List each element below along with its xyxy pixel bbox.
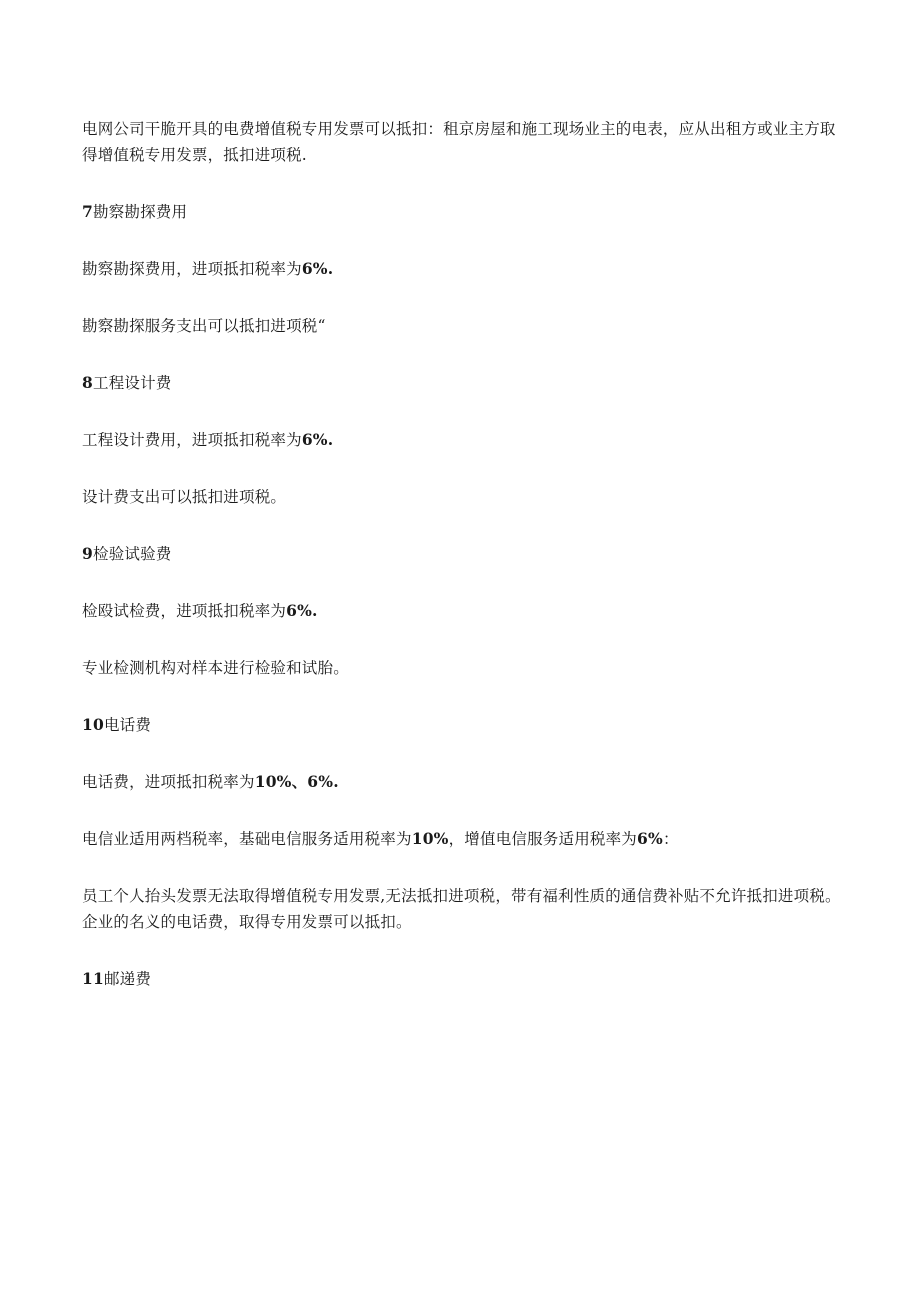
section-number: 8 <box>82 373 93 392</box>
section-heading-10 <box>82 712 842 738</box>
paragraph-rate-10 <box>82 769 842 795</box>
rate-value: 6%. <box>301 259 334 278</box>
paragraph-note-7: 勘察勘探服务支出可以抵扣进项税“ <box>82 317 326 335</box>
paragraph-rate-8 <box>82 427 842 453</box>
section-number: 10 <box>82 715 104 734</box>
section-number: 9 <box>82 544 93 563</box>
paragraph-note-9: 专业检测机构对样本进行检验和试胎。 <box>82 659 349 677</box>
section-title: 检验试验费 <box>93 545 172 563</box>
section-number: 11 <box>82 969 104 988</box>
document-body <box>82 116 842 1023</box>
note-text: 电信业适用两档税率，基础电信服务适用税率为 <box>82 830 412 848</box>
section-heading-7 <box>82 199 842 225</box>
rate-text: 勘察勘探费用，进项抵扣税率为 <box>82 260 302 278</box>
paragraph-electricity-invoice: 电网公司干脆开具的电费增值税专用发票可以抵扣：租京房屋和施工现场业主的电表，应从出租方或业主方取得增值税专用发票，抵扣进项税. <box>82 120 836 164</box>
paragraph-rate-9 <box>82 598 842 624</box>
rate-value: 10%、6%. <box>254 772 339 791</box>
rate-text: 检殴试检费，进项抵扣税率为 <box>82 602 287 620</box>
note-text: ，增值电信服务适用税率为 <box>448 830 638 848</box>
section-title: 勘察勘探费用 <box>93 203 188 221</box>
rate-text: 电话费，进项抵扣税率为 <box>82 773 255 791</box>
rate-value: 10% <box>411 829 449 848</box>
rate-value: 6% <box>637 829 663 848</box>
section-title: 工程设计费 <box>93 374 172 392</box>
section-heading-9 <box>82 541 842 567</box>
section-heading-8 <box>82 370 842 396</box>
section-number: 7 <box>82 202 93 221</box>
section-heading-11 <box>82 966 842 992</box>
rate-text: 工程设计费用，进项抵扣税率为 <box>82 431 302 449</box>
section-title: 邮递费 <box>103 970 152 988</box>
rate-value: 6%. <box>301 430 334 449</box>
paragraph-rate-7 <box>82 256 842 282</box>
paragraph-note-8: 设计费支出可以抵扣进项税。 <box>82 488 287 506</box>
paragraph-note-10 <box>82 826 842 852</box>
rate-value: 6%. <box>286 601 318 620</box>
section-title: 电话费 <box>103 716 152 734</box>
paragraph-note2-10: 员工个人抬头发票无法取得增值税专用发票,无法抵扣进项税，带有福利性质的通信费补贴不允许抵扣进项税。企业的名义的电话费，取得专用发票可以抵扣。 <box>82 887 841 931</box>
note-text: ： <box>662 830 679 848</box>
